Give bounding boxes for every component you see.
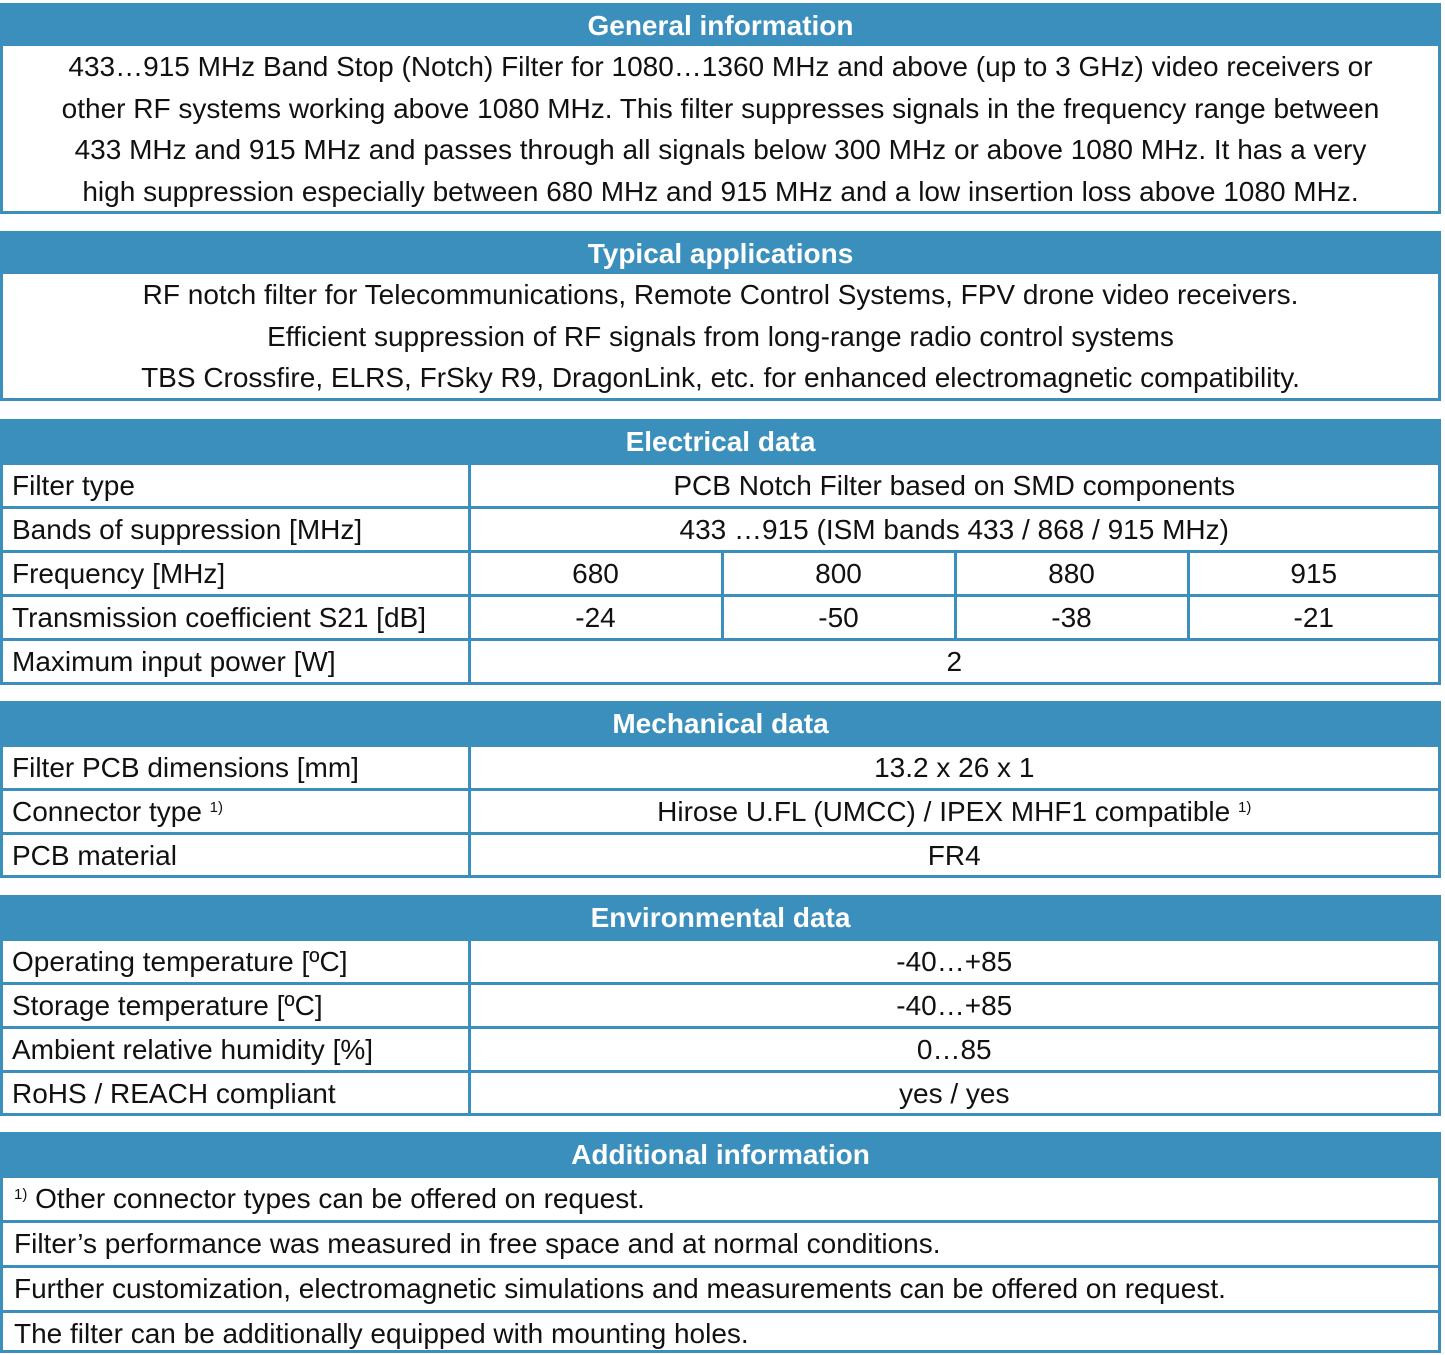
mechanical-data-section [0,701,1441,878]
bands-label: Bands of suppression [MHz] [3,508,469,552]
connector-type-label [3,790,469,834]
footnote-marker: 1) [209,799,224,816]
general-line: 433…915 MHz Band Stop (Notch) Filter for 1080…1360 MHz and above (up to 3 GHz) video receivers or [68,51,1373,82]
s21-value: -21 [1188,596,1438,640]
additional-line: Further customization, electromagnetic simulations and measurements can be offered on request. [3,1265,1438,1310]
electrical-data-table [3,462,1438,682]
typical-applications-heading: Typical applications [3,234,1438,274]
table-row [3,834,1438,877]
additional-line [3,1175,1438,1220]
general-line: 433 MHz and 915 MHz and passes through all signals below 300 MHz or above 1080 MHz. It has a very [74,134,1367,165]
general-information-text [3,46,1438,212]
rohs-value: yes / yes [469,1072,1438,1115]
applications-line: TBS Crossfire, ELRS, FrSky R9, DragonLink, etc. for enhanced electromagnetic compatibility. [141,362,1300,393]
s21-label: Transmission coefficient S21 [dB] [3,596,469,640]
general-information-section [0,3,1441,214]
additional-line: The filter can be additionally equipped with mounting holes. [3,1310,1438,1355]
storage-temperature-label: Storage temperature [ºC] [3,984,469,1028]
filter-type-label: Filter type [3,464,469,508]
additional-information-heading: Additional information [3,1135,1438,1175]
table-row [3,984,1438,1028]
pcb-material-value: FR4 [469,834,1438,877]
general-information-heading: General information [3,6,1438,46]
table-row [3,940,1438,984]
additional-line: Filter’s performance was measured in free space and at normal conditions. [3,1220,1438,1265]
applications-line: RF notch filter for Telecommunications, Remote Control Systems, FPV drone video receivers. [142,279,1299,310]
typical-applications-text [3,274,1438,399]
connector-type-value-text: Hirose U.FL (UMCC) / IPEX MHF1 compatible [657,796,1231,827]
electrical-data-heading: Electrical data [3,422,1438,462]
environmental-data-section [0,895,1441,1116]
mechanical-data-table [3,744,1438,876]
table-row [3,552,1438,596]
connector-type-label-text: Connector type [12,796,202,827]
additional-line-text: Other connector types can be offered on request. [35,1183,645,1214]
electrical-data-section [0,419,1441,685]
humidity-value: 0…85 [469,1028,1438,1072]
general-line: other RF systems working above 1080 MHz. This filter suppresses signals in the frequency range between [61,92,1380,124]
humidity-label: Ambient relative humidity [%] [3,1028,469,1072]
pcb-material-label: PCB material [3,834,469,877]
frequency-value: 915 [1188,552,1438,596]
s21-value: -24 [469,596,722,640]
environmental-data-heading: Environmental data [3,898,1438,938]
table-row [3,1072,1438,1115]
table-row [3,640,1438,683]
frequency-value: 800 [722,552,955,596]
typical-applications-section [0,231,1441,401]
mechanical-data-heading: Mechanical data [3,704,1438,744]
max-power-label: Maximum input power [W] [3,640,469,683]
max-power-value: 2 [469,640,1438,683]
storage-temperature-value: -40…+85 [469,984,1438,1028]
s21-value: -50 [722,596,955,640]
table-row [3,790,1438,834]
table-row [3,746,1438,790]
s21-value: -38 [955,596,1188,640]
table-row [3,1028,1438,1072]
pcb-dimensions-label: Filter PCB dimensions [mm] [3,746,469,790]
footnote-marker: 1) [1238,799,1252,816]
operating-temperature-value: -40…+85 [469,940,1438,984]
table-row [3,596,1438,640]
operating-temperature-label: Operating temperature [ºC] [3,940,469,984]
filter-type-value: PCB Notch Filter based on SMD components [469,464,1438,508]
environmental-data-table [3,938,1438,1114]
general-line: high suppression especially between 680 MHz and 915 MHz and a low insertion loss above 1080 MHz. [82,175,1359,207]
frequency-value: 880 [955,552,1188,596]
connector-type-value [469,790,1438,834]
rohs-label: RoHS / REACH compliant [3,1072,469,1115]
table-row [3,508,1438,552]
frequency-value: 680 [469,552,722,596]
frequency-label: Frequency [MHz] [3,552,469,596]
bands-value: 433 …915 (ISM bands 433 / 868 / 915 MHz) [469,508,1438,552]
additional-information-section [0,1132,1441,1353]
pcb-dimensions-value: 13.2 x 26 x 1 [469,746,1438,790]
table-row [3,464,1438,508]
footnote-marker: 1) [14,1186,28,1203]
applications-line: Efficient suppression of RF signals from long-range radio control systems [267,320,1174,352]
